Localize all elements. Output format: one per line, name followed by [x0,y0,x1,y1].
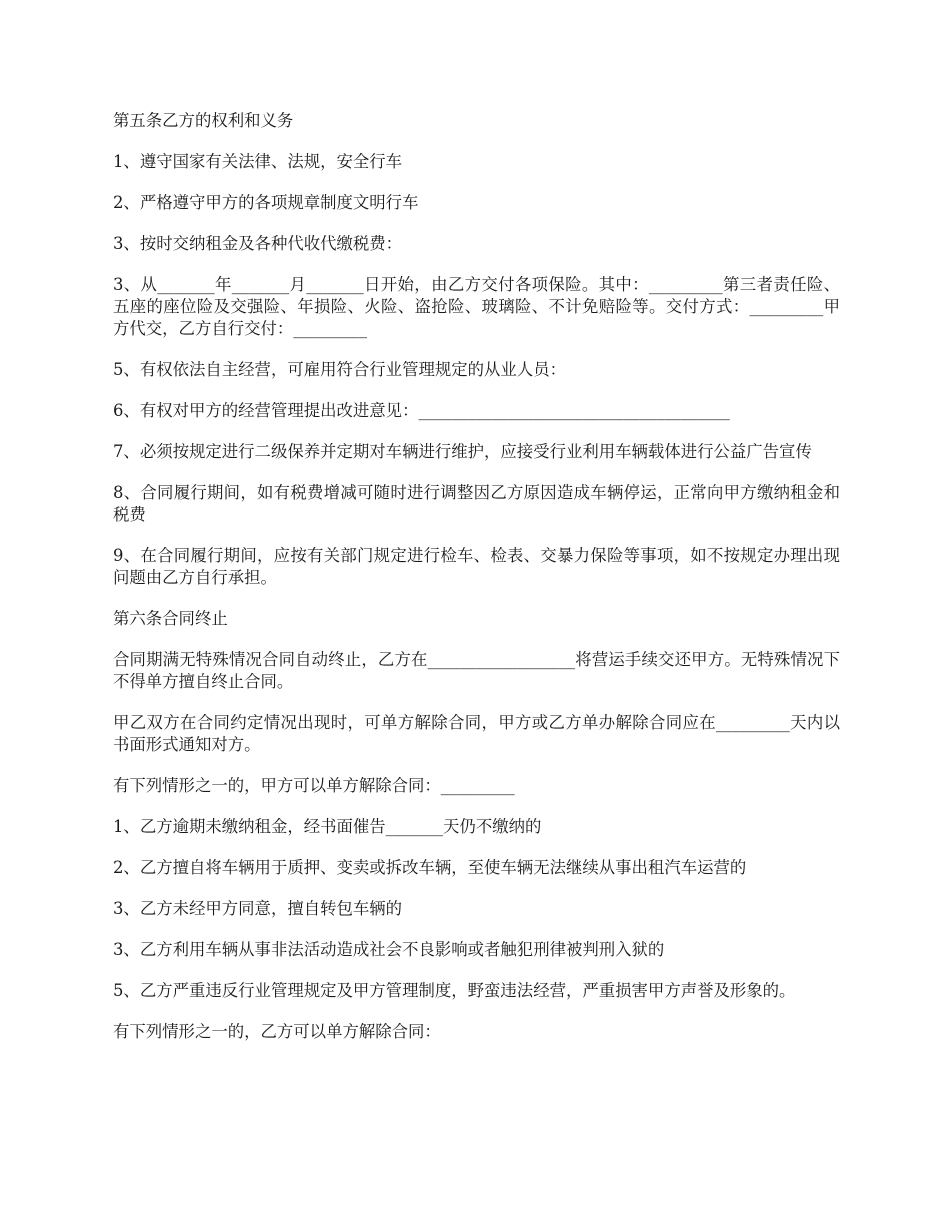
clause-paragraph: 7、必须按规定进行二级保养并定期对车辆进行维护，应接受行业利用车辆载体进行公益广告宣传 [113,442,812,461]
clause-paragraph: 3、乙方未经甲方同意，擅自转包车辆的 [113,899,403,918]
clause-paragraph: 有下列情形之一的，乙方可以单方解除合同： [113,1022,441,1041]
clause-paragraph: 2、严格遵守甲方的各项规章制度文明行车 [113,193,419,212]
clause-paragraph: 1、遵守国家有关法律、法规，安全行车 [113,152,403,171]
clause-paragraph: 5、有权依法自主经营，可雇用符合行业管理规定的从业人员： [113,360,566,379]
clause-paragraph: 8、合同履行期间，如有税费增减可随时进行调整因乙方原因造成车辆停运，正常向甲方缴纳租金和税费 [113,483,840,524]
clause-paragraph: 9、在合同履行期间，应按有关部门规定进行检车、检表、交暴力保险等事项，如不按规定办理出现问题由乙方自行承担。 [113,546,840,587]
document-body [113,110,840,1062]
clause-paragraph: 3、按时交纳租金及各种代收代缴税费： [113,234,403,253]
clause-paragraph: 3、乙方利用车辆从事非法活动造成社会不良影响或者触犯刑律被判刑入狱的 [113,940,665,959]
clause-paragraph: 5、乙方严重违反行业管理规定及甲方管理制度，野蛮违法经营，严重损害甲方声誉及形象的。 [113,981,796,1000]
clause-paragraph: 3、从_______年_______月_______日开始，由乙方交付各项保险。其中：_________第三者责任险、五座的座位险及交强险、年损险、火险、盗抢险、玻璃险、不计免赔险等。交付方式：_________甲方代交，乙方自行交付：_________ [113,275,840,338]
clause-paragraph: 6、有权对甲方的经营管理提出改进意见：______________________________________ [113,401,730,420]
section-heading-article-6: 第六条合同终止 [113,609,228,628]
clause-paragraph: 2、乙方擅自将车辆用于质押、变卖或拆改车辆，至使车辆无法继续从事出租汽车运营的 [113,858,747,877]
clause-paragraph: 甲乙双方在合同约定情况出现时，可单方解除合同，甲方或乙方单办解除合同应在_________天内以书面形式通知对方。 [113,713,840,754]
clause-paragraph: 合同期满无特殊情况合同自动终止，乙方在__________________将营运手续交还甲方。无特殊情况下不得单方擅自终止合同。 [113,650,840,691]
clause-paragraph: 有下列情形之一的，甲方可以单方解除合同：_________ [113,776,515,795]
clause-paragraph: 1、乙方逾期未缴纳租金，经书面催告_______天仍不缴纳的 [113,817,542,836]
section-heading-article-5: 第五条乙方的权利和义务 [113,111,294,130]
